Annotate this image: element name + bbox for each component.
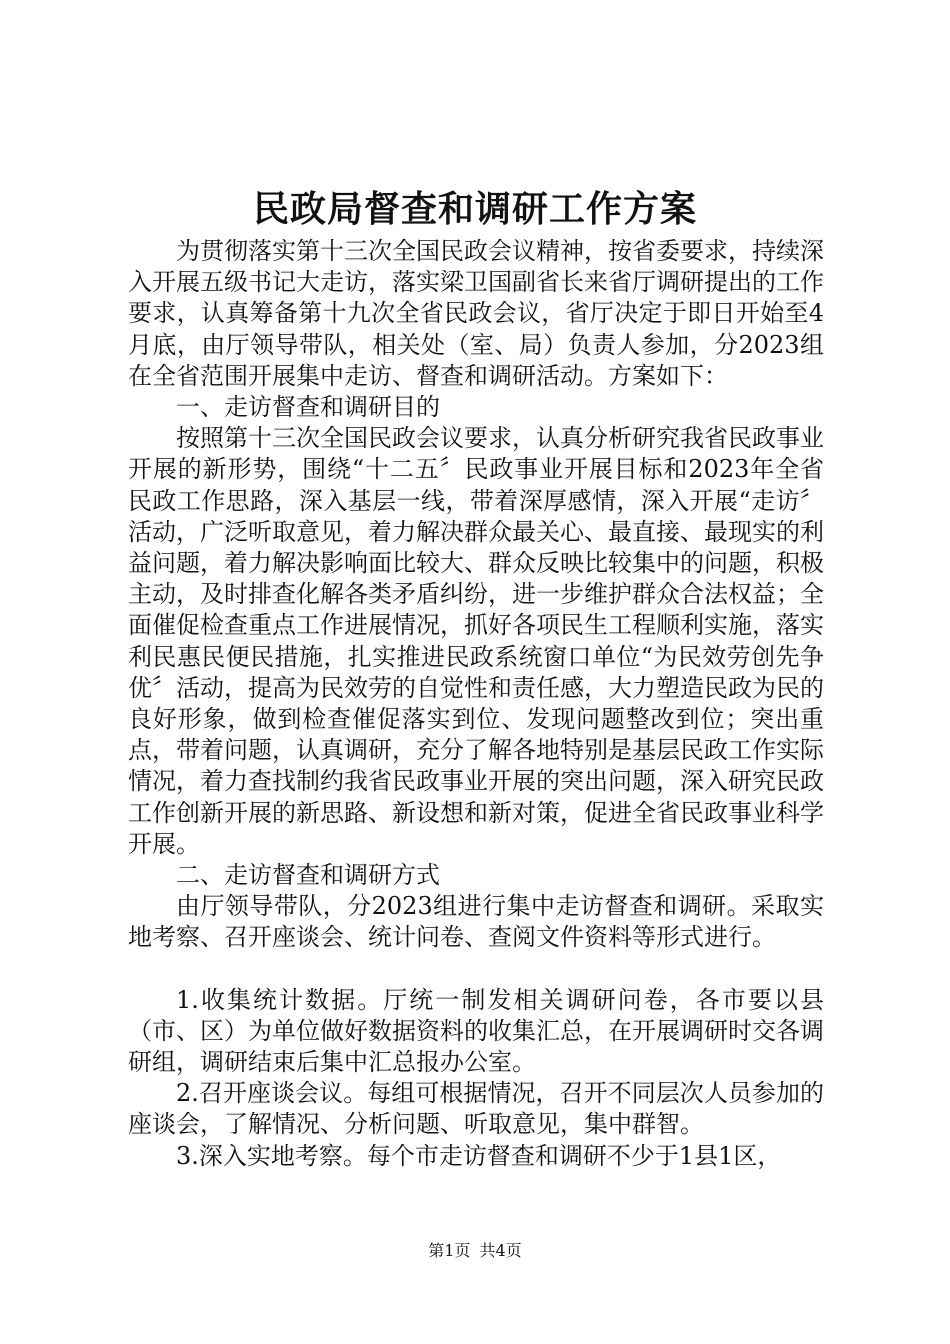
paragraph-spacer <box>128 954 824 985</box>
section-heading-purpose: 一、走访督查和调研目的 <box>176 393 440 422</box>
list-item-collect-data: 1.收集统计数据。厅统一制发相关调研问卷，各市要以县（市、区）为单位做好数据资料的收集汇总，在开展调研时交各调研组，调研结束后集中汇总报办公室。 <box>128 985 824 1077</box>
page-total: 共4页 <box>479 1241 522 1260</box>
page-footer <box>0 1240 950 1262</box>
list-item-site-visits: 3.深入实地考察。每个市走访督查和调研不少于1县1区， <box>176 1141 782 1170</box>
document-title: 民政局督查和调研工作方案 <box>252 188 697 230</box>
method-paragraph: 由厅领导带队，分2023组进行集中走访督查和调研。采取实地考察、召开座谈会、统计问卷、查阅文件资料等形式进行。 <box>128 892 824 952</box>
intro-paragraph: 为贯彻落实第十三次全国民政会议精神，按省委要求，持续深入开展五级书记大走访，落实梁卫国副省长来省厅调研提出的工作要求，认真筹备第十九次全省民政会议，省厅决定于即日开始至4月底，由厅领导带队，相关处（室、局）负责人参加，分2023组在全省范围开展集中走访、督查和调研活动。方案如下： <box>128 237 824 390</box>
page-number: 第1页 <box>428 1241 471 1260</box>
document-body <box>128 236 824 1172</box>
section-heading-method: 二、走访督查和调研方式 <box>176 861 440 890</box>
list-item-meetings: 2.召开座谈会议。每组可根据情况，召开不同层次人员参加的座谈会，了解情况、分析问题、听取意见，集中群智。 <box>128 1079 824 1139</box>
purpose-paragraph: 按照第十三次全国民政会议要求，认真分析研究我省民政事业开展的新形势，围绕“十二五〞民政事业开展目标和2023年全省民政工作思路，深入基层一线，带着深厚感情，深入开展“走访〞活动，广泛听取意见，着力解决群众最关心、最直接、最现实的利益问题，着力解决影响面比较大、群众反映比较集中的问题，积极主动，及时排查化解各类矛盾纠纷，进一步维护群众合法权益；全面催促检查重点工作进展情况，抓好各项民生工程顺利实施，落实利民惠民便民措施，扎实推进民政系统窗口单位“为民效劳创先争优〞活动，提高为民效劳的自觉性和责任感，大力塑造民政为民的良好形象，做到检查催促落实到位、发现问题整改到位；突出重点，带着问题，认真调研，充分了解各地特别是基层民政工作实际情况，着力查找制约我省民政事业开展的突出问题，深入研究民政工作创新开展的新思路、新设想和新对策，促进全省民政事业科学开展。 <box>128 424 824 858</box>
